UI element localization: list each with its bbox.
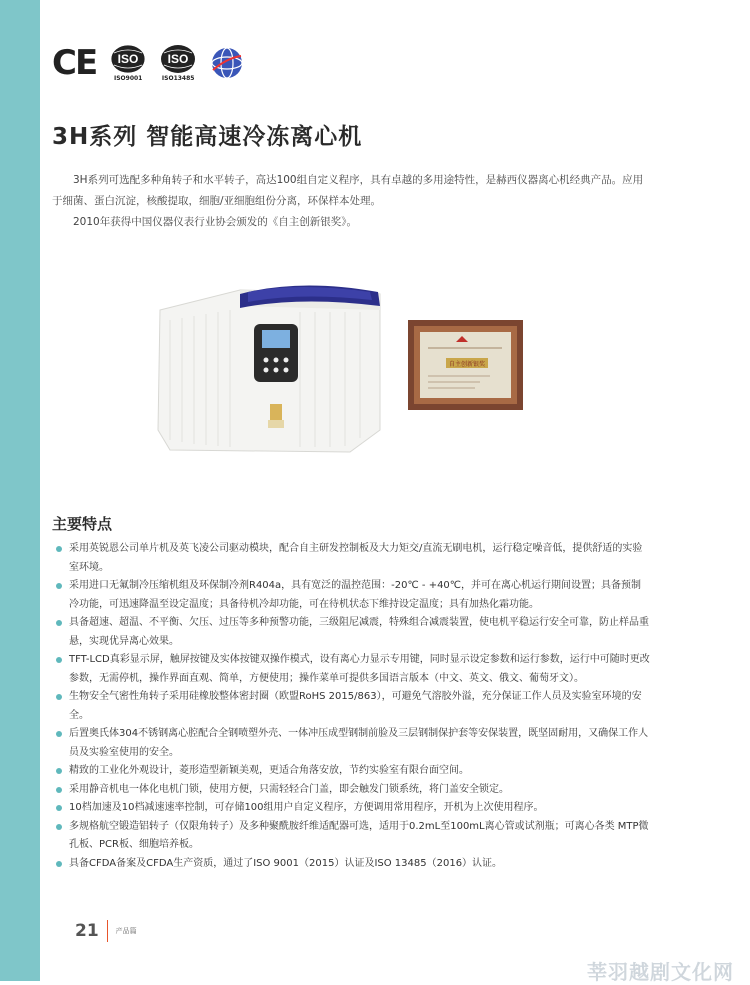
iso-badge-text: ISO: [167, 52, 189, 66]
bullet-icon: [56, 620, 62, 626]
bullet-icon: [56, 824, 62, 830]
ce-mark-logo: CE: [52, 43, 97, 83]
iso-globe-icon: [110, 44, 146, 74]
bullet-icon: [56, 583, 62, 589]
intro-paragraph: 3H系列可选配多种角转子和水平转子，高达100组自定义程序，具有卓越的多用途特性，是赫西仪器离心机经典产品。应用于细菌、蛋白沉淀，核酸提取，细胞/亚细胞组份分离，环保样本处理。: [52, 174, 644, 207]
bullet-icon: [56, 787, 62, 793]
side-color-bar: [0, 0, 40, 981]
globe-emblem-icon: [210, 46, 244, 80]
bullet-icon: [56, 694, 62, 700]
iso-globe-icon: [160, 44, 196, 74]
feature-item: 具备CFDA备案及CFDA生产资质，通过了ISO 9001（2015）认证及ISO 13485（2016）认证。: [52, 855, 650, 874]
bullet-icon: [56, 657, 62, 663]
feature-item: 采用英锐恩公司单片机及英飞凌公司驱动模块，配合自主研发控制板及大力矩交/直流无刷电机，运行稳定噪音低，提供舒适的实验室环境。: [52, 540, 650, 577]
intro-paragraph: 2010年获得中国仪器仪表行业协会颁发的《自主创新银奖》。: [73, 216, 357, 228]
feature-item: 10档加速及10档减速速率控制，可存储100组用户自定义程序，方便调用常用程序，开机为上次使用程序。: [52, 799, 650, 818]
bullet-icon: [56, 546, 62, 552]
iso-13485-logo: [160, 44, 196, 82]
plaque-text: 自主创新银奖: [448, 361, 486, 368]
watermark: 莘羽越剧文化网: [587, 960, 734, 984]
footer-divider: [107, 920, 108, 942]
intro-text: [52, 170, 652, 233]
iso-badge-text: ISO: [117, 52, 139, 66]
footer-section-label: 产品篇: [115, 927, 137, 935]
iso-13485-code: ISO13485: [161, 75, 195, 82]
feature-item: 采用静音机电一体化电机门锁，使用方便，只需轻轻合门盖，即会触发门锁系统，将门盖安全锁定。: [52, 781, 650, 800]
feature-item: 精致的工业化外观设计，菱形造型新颖美观，更适合角落安放，节约实验室有限台面空间。: [52, 762, 650, 781]
bullet-icon: [56, 768, 62, 774]
feature-item: 具备超速、超温、不平衡、欠压、过压等多种预警功能，三级阻尼减震，特殊组合减震装置，使电机平稳运行安全可靠，防止样品重悬，实现优异离心效果。: [52, 614, 650, 651]
feature-item: TFT-LCD真彩显示屏，触屏按键及实体按键双操作模式，设有离心力显示专用键，同时显示设定参数和运行参数，运行中可随时更改参数，无需停机，操作界面直观、简单，方便使用；操作菜单可提供多国语言版本（中文、英文、俄文、葡萄牙文）。: [52, 651, 650, 688]
page-footer: [75, 920, 137, 942]
award-plaque-image: [408, 320, 523, 410]
iso-9001-logo: [110, 44, 146, 82]
feature-item: 后置奥氏体304不锈钢离心腔配合全钢喷塑外壳、一体冲压成型钢制前脸及三层钢制保护套等安保装置，既坚固耐用，又确保工作人员及实验室使用的安全。: [52, 725, 650, 762]
page-title: 3H系列 智能高速冷冻离心机: [52, 124, 363, 150]
bullet-icon: [56, 861, 62, 867]
bullet-icon: [56, 805, 62, 811]
features-list: [52, 540, 650, 873]
feature-item: 多规格航空锻造铝转子（仅限角转子）及多种聚酰胺纤维适配器可选，适用于0.2mL至100mL离心管或试剂瓶；可离心各类 MTP微孔板、PCR板、细胞培养板。: [52, 818, 650, 855]
iso-9001-code: ISO9001: [114, 75, 143, 82]
bullet-icon: [56, 731, 62, 737]
feature-item: 采用进口无氟制冷压缩机组及环保制冷剂R404a，具有宽泛的温控范围：-20℃ - +40℃，并可在离心机运行期间设置；具备预制冷功能，可迅速降温至设定温度；具备待机冷却功能，可在待机状态下维持设定温度；具有加热化霜功能。: [52, 577, 650, 614]
certification-logos: [52, 42, 244, 84]
features-heading: 主要特点: [52, 515, 113, 533]
centrifuge-image: [158, 285, 380, 452]
page-number: 21: [75, 921, 99, 941]
product-illustration: [150, 280, 550, 480]
feature-item: 生物安全气密性角转子采用硅橡胶整体密封圈（欧盟RoHS 2015/863），可避免气溶胶外溢，充分保证工作人员及实验室环境的安全。: [52, 688, 650, 725]
